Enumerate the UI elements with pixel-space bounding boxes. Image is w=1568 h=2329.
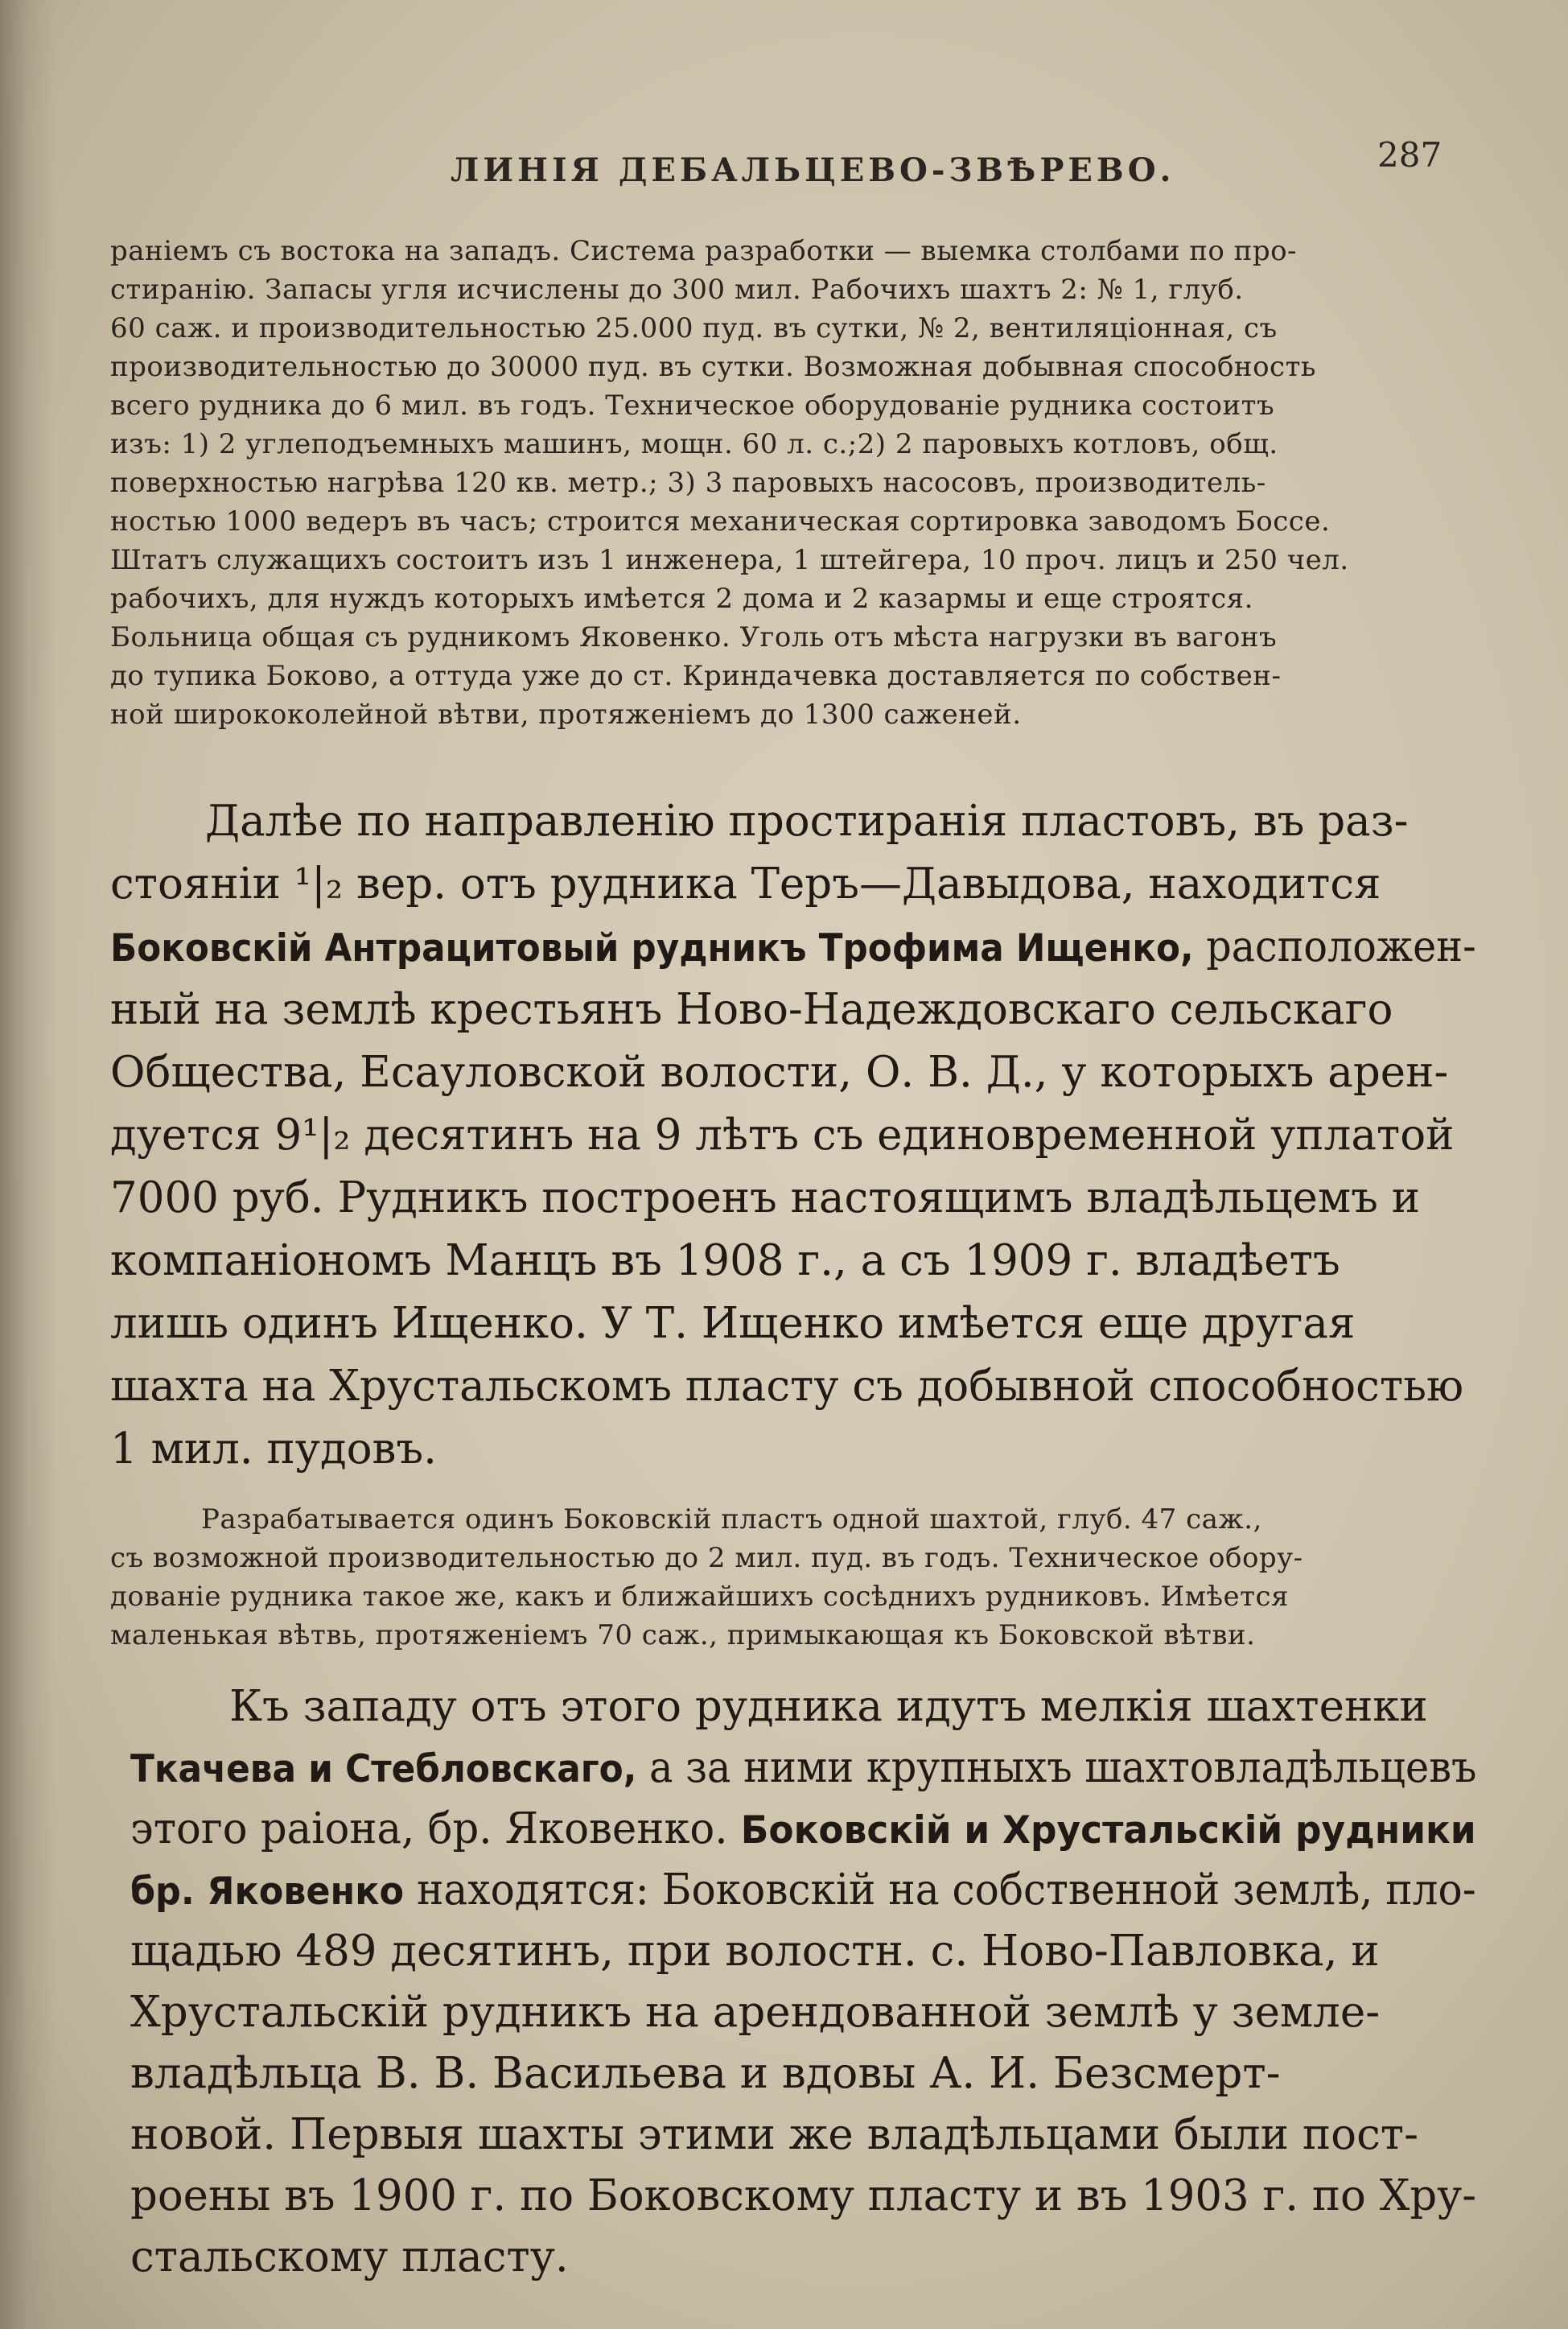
mine-names-bold: Боковскій и Хрустальскій рудники [740,1808,1476,1853]
para2-line: дуется 9¹|₂ десятинъ на 9 лѣтъ съ единовременной уплатой [110,1111,1455,1160]
para1-line: всего рудника до 6 мил. въ годъ. Техническое оборудованіе рудника состоитъ [110,390,1275,422]
para1-line: до тупика Боково, а оттуда уже до ст. Криндачевка доставляется по собствен- [110,660,1282,692]
para1-line: производительностью до 30000 пуд. въ сутки. Возможная добывная способность [110,351,1316,383]
para1-line: раніемъ съ востока на западъ. Система разработки — выемка столбами по про- [110,235,1298,267]
page-gutter-shadow [0,0,56,2329]
para1-line: 60 саж. и производительностью 25.000 пуд. въ сутки, № 2, вентиляціонная, съ [110,312,1278,344]
para1-line: изъ: 1) 2 углеподъемныхъ машинъ, мощн. 60 л. с.;2) 2 паровыхъ котловъ, общ. [110,428,1278,460]
para4-line [130,1804,1476,1853]
para3-line: маленькая вѣтвь, протяженіемъ 70 саж., примыкающая къ Боковской вѣтви. [110,1619,1256,1651]
para2-line: лишь одинъ Ищенко. У Т. Ищенко имѣется еще другая [110,1299,1356,1348]
para4-line: роены въ 1900 г. по Боковскому пласту и въ 1903 г. по Хру- [130,2171,1477,2220]
mine-name-bold: Боковскій Антрацитовый рудникъ Трофима Ищенко, [110,926,1194,971]
para4-line: владѣльца В. В. Васильева и вдовы А. И. Безсмерт- [130,2049,1281,2098]
para1-line: Больница общая съ рудникомъ Яковенко. Уголь отъ мѣста нагрузки въ вагонъ [110,621,1278,653]
para2-line: Далѣе по направленію простиранія пластовъ, въ раз- [205,797,1409,846]
para1-line: рабочихъ, для нуждъ которыхъ имѣется 2 дома и 2 казармы и еще строятся. [110,583,1253,615]
para4-line: новой. Первыя шахты этими же владѣльцами были пост- [130,2110,1418,2159]
para2-line: компаніономъ Манцъ въ 1908 г., а съ 1909 г. владѣетъ [110,1236,1340,1285]
para2-line: 7000 руб. Рудникъ построенъ настоящимъ владѣльцемъ и [110,1173,1421,1222]
owner-name-bold: бр. Яковенко [130,1869,405,1914]
para4-line: Хрустальскій рудникъ на арендованной землѣ у земле- [130,1988,1381,2037]
para3-line: съ возможной производительностью до 2 мил. пуд. въ годъ. Техническое обору- [110,1542,1303,1574]
para4-line-rest: находятся: Боковскій на собственной землѣ, пло- [404,1865,1476,1915]
para2-line: ный на землѣ крестьянъ Ново-Надеждовскаго сельскаго [110,985,1393,1034]
para4-line [130,1743,1476,1792]
para4-line: щадью 489 десятинъ, при волостн. с. Ново-Павловка, и [130,1927,1380,1976]
para4-line: Къ западу отъ этого рудника идутъ мелкія шахтенки [229,1682,1428,1731]
running-header: ЛИНІЯ ДЕБАЛЬЦЕВО-ЗВѢРЕВО. [451,151,1175,189]
para2-line: 1 мил. пудовъ. [110,1424,437,1474]
para2-line: шахта на Хрустальскомъ пласту съ добывной способностью [110,1362,1464,1411]
para2-line: стояніи ¹|₂ вер. отъ рудника Теръ—Давыдова, находится [110,859,1381,909]
para4-line-text: этого раіона, бр. Яковенко. [130,1804,741,1853]
para4-line-rest: а за ними крупныхъ шахтовладѣльцевъ [636,1743,1477,1792]
para3-line: дованіе рудника такое же, какъ и ближайшихъ сосѣднихъ рудниковъ. Имѣется [110,1581,1289,1613]
para1-line: ностью 1000 ведеръ въ часъ; строится механическая сортировка заводомъ Боссе. [110,505,1331,538]
para4-line: стальскому пласту. [130,2232,569,2282]
para2-line [110,922,1476,971]
para1-line: ной ширококолейной вѣтви, протяженіемъ до 1300 саженей. [110,699,1022,731]
mine-owners-bold: Ткачева и Стебловскаго, [130,1747,637,1791]
para2-line-rest: расположен- [1193,922,1476,971]
para1-line: стиранію. Запасы угля исчислены до 300 мил. Рабочихъ шахтъ 2: № 1, глуб. [110,274,1244,306]
para4-line [130,1865,1476,1915]
para3-line: Разрабатывается одинъ Боковскій пластъ одной шахтой, глуб. 47 саж., [201,1503,1262,1535]
para1-line: Штатъ служащихъ состоитъ изъ 1 инженера, 1 штейгера, 10 проч. лицъ и 250 чел. [110,544,1349,576]
para1-line: поверхностью нагрѣва 120 кв. метр.; 3) 3 паровыхъ насосовъ, производитель- [110,467,1266,499]
page-number: 287 [1377,135,1442,175]
para2-line: Общества, Есауловской волости, О. В. Д., у которыхъ арен- [110,1048,1449,1097]
